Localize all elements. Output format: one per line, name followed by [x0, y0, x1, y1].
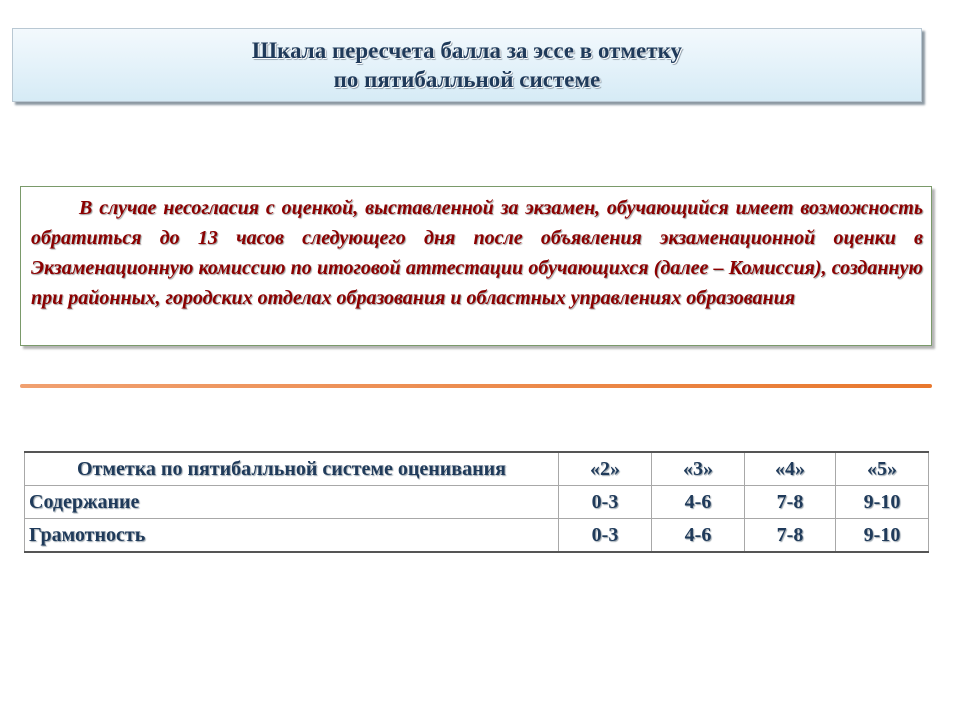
table-cell: 4-6	[652, 486, 745, 519]
header-cell-grade-2: «2»	[559, 452, 652, 486]
table-cell: 0-3	[559, 486, 652, 519]
table-cell: 9-10	[836, 519, 929, 553]
slide-title-line-1: Шкала пересчета балла за эссе в отметку	[251, 38, 683, 63]
header-cell-grade-5: «5»	[836, 452, 929, 486]
header-cell-grade-4: «4»	[745, 452, 836, 486]
appeal-note-box	[20, 186, 932, 346]
table-cell: 4-6	[652, 519, 745, 553]
appeal-note-text: В случае несогласия с оценкой, выставленной за экзамен, обучающийся имеет возможность обратиться до 13 часов следующего дня после объявления экзаменационной оценки в Экзаменационную комиссию по итоговой аттестации обучающихся (далее – Комиссия), созданную при районных, городских отделах образования и областных управлениях образования	[31, 197, 923, 309]
row-label-literacy: Грамотность	[25, 519, 559, 553]
table-cell: 9-10	[836, 486, 929, 519]
table-cell: 7-8	[745, 486, 836, 519]
table-row	[25, 519, 929, 553]
header-cell-grade-label: Отметка по пятибалльной системе оценивания	[25, 452, 559, 486]
orange-divider	[20, 384, 932, 388]
grade-conversion-table	[24, 451, 929, 553]
table-row	[25, 486, 929, 519]
row-label-content: Содержание	[25, 486, 559, 519]
slide-title-line-2: по пятибалльной системе	[333, 67, 601, 92]
slide-title-box	[12, 28, 922, 102]
table-cell: 0-3	[559, 519, 652, 553]
header-cell-grade-3: «3»	[652, 452, 745, 486]
table-cell: 7-8	[745, 519, 836, 553]
table-header-row	[25, 452, 929, 486]
